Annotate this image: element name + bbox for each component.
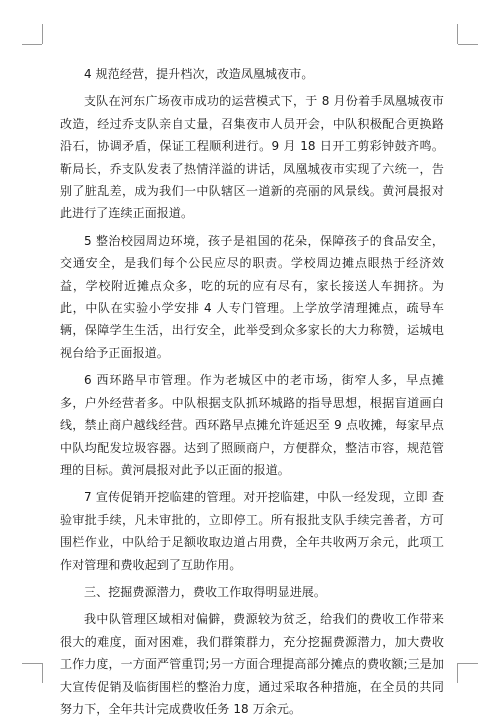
paragraph-xihuan-road-market: 6 西环路早市管理。作为老城区中的老市场，街窄人多，早点摊多，户外经营者多。中队根据支队抓环城路的指导思想，根据盲道画白线，禁止商户越线经营。西环路早点摊允许延迟至 9 点收摊，每家早点中队均配发垃圾容器。达到了照顾商户，方便群众，整洁市容，规范管理的目标。黄河晨报对此予以正面的报道。 bbox=[60, 373, 444, 477]
paragraph-campus-environment: 5 整治校园周边环境，孩子是祖国的花朵，保障孩子的食品安全，交通安全，是我们每个公民应尽的职责。学校周边摊点眼热于经济效益，学校附近摊点众多，吃的玩的应有尽有，家长接送人车拥挤。为此，中队在实验小学安排 4 人专门管理。上学放学清理摊点，疏导车辆，保障学生生活，出行安全，此举受到众多家长的大力称赞，运城电视台给予正面报道。 bbox=[60, 233, 444, 360]
section-heading-fee-collection: 三、挖掘费源潜力，费收工作取得明显进展。 bbox=[84, 584, 327, 599]
paragraph-fee-collection: 我中队管理区域相对偏僻，费源较为贫乏，给我们的费收工作带来很大的难度，面对困难，我们群策群力，充分挖掘费源潜力，加大费收工作力度，一方面严管重罚;另一方面合理提高部分摊点的费收额;三是加大宣传促销及临街围栏的整治力度，通过采取各种措施，在全员的共同努力下，全年共计完成费收任务 18 万余元。 bbox=[60, 612, 444, 716]
crop-mark-bottom-left-horizontal bbox=[22, 663, 42, 664]
crop-mark-top-right-vertical bbox=[457, 24, 458, 44]
paragraph-excavation-management: 7 宣传促销开挖临建的管理。对开挖临建，中队一经发现，立即 查验审批手续，凡未审批的，立即停工。所有报批支队手续完善者，方可 围栏作业，中队给于足额收取边道占用费，全年共收两万余元，此项工作对管理和费收起到了互助作用。 bbox=[60, 490, 444, 572]
crop-mark-top-left-vertical bbox=[42, 24, 43, 44]
crop-mark-top-right-horizontal bbox=[458, 44, 478, 45]
crop-mark-top-left-horizontal bbox=[22, 44, 42, 45]
crop-mark-bottom-left-vertical bbox=[42, 663, 43, 683]
paragraph-item-4-heading: 4 规范经营，提升档次，改造凤凰城夜市。 bbox=[84, 67, 314, 81]
document-body bbox=[60, 63, 444, 720]
crop-mark-bottom-right-vertical bbox=[457, 663, 458, 683]
paragraph-fenghuangcheng-night-market: 支队在河东广场夜市成功的运营模式下，于 8 月份着手凤凰城夜市改造，经过乔支队亲自丈量，召集夜市人员开会，中队积极配合更换路沿石，协调矛盾，保证工程顺利进行。9 月 18 日开工剪彩钟鼓齐鸣。靳局长，乔支队发表了热情洋溢的讲话，凤凰城夜市实现了六统一，告别了脏乱差，成为我们一中队辖区一道新的亮丽的风景线。黄河晨报对此进行了连续正面报道。 bbox=[60, 94, 444, 221]
crop-mark-bottom-right-horizontal bbox=[458, 663, 478, 664]
